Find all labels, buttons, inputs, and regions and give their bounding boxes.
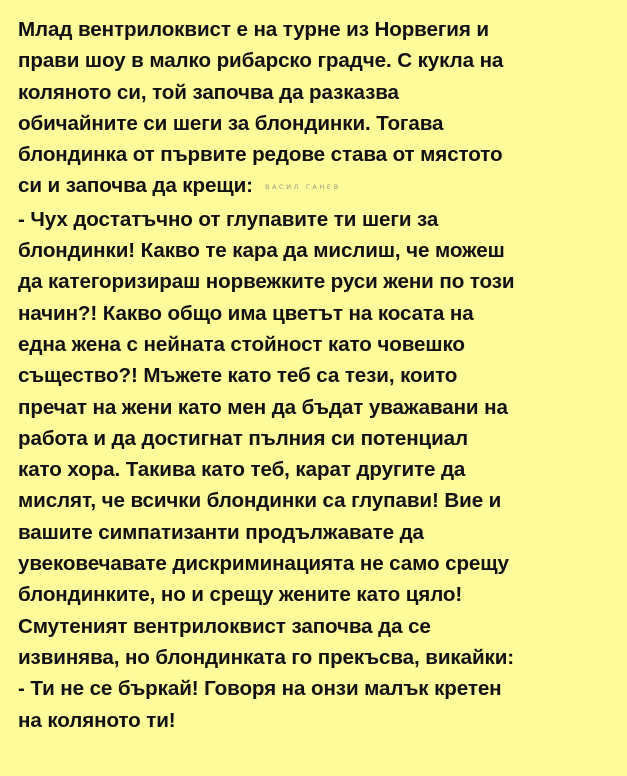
text-line: Млад вентрилоквист е на турне из Норвегия и bbox=[18, 18, 489, 41]
author-watermark: ВАСИЛ ГАНЕВ bbox=[264, 183, 341, 192]
text-line: пречат на жени като мен да бъдат уважавани на bbox=[18, 395, 508, 419]
text-line: коляното си, той започва да разказва bbox=[18, 80, 399, 104]
text-line: увековечавате дискриминацията не само срещу bbox=[18, 552, 509, 576]
text-line: блондинките, но и срещу жените като цяло! bbox=[18, 583, 463, 607]
text-line: извинява, но блондинката го прекъсва, викайки: bbox=[18, 645, 515, 669]
text-line: вашите симпатизанти продължавате да bbox=[18, 520, 424, 544]
text-line: Смутеният вентрилоквист започва да се bbox=[18, 614, 431, 638]
text-line: - Чух достатъчно от глупавите ти шеги за bbox=[18, 207, 439, 231]
text-line: работа и да достигнат пълния си потенциал bbox=[18, 426, 469, 450]
text-line: блондинка от първите редове става от мястото bbox=[18, 143, 503, 167]
text-line: прави шоу в малко рибарско градче. С кукла на bbox=[18, 49, 504, 73]
text-line: обичайните си шеги за блондинки. Тогава bbox=[18, 111, 444, 135]
text-line: мислят, че всички блондинки са глупави! Вие и bbox=[18, 489, 502, 513]
text-line-with-watermark bbox=[18, 170, 618, 203]
text-line: начин?! Какво общо има цветът на косата на bbox=[18, 301, 474, 325]
text-line: - Ти не се бъркай! Говоря на онзи малък кретен bbox=[18, 677, 502, 701]
text-line: една жена с нейната стойност като човешко bbox=[18, 332, 465, 356]
text-line: като хора. Такива като теб, карат другите да bbox=[18, 458, 466, 482]
text-line: блондинки! Какво те кара да мислиш, че можеш bbox=[18, 239, 505, 263]
joke-text bbox=[18, 14, 618, 736]
text-line: да категоризираш норвежките руси жени по този bbox=[18, 270, 515, 294]
text-line: същество?! Мъжете като теб са тези, които bbox=[18, 364, 458, 388]
text-line: си и започва да крещи: bbox=[18, 174, 253, 198]
text-line: на коляното ти! bbox=[18, 708, 176, 732]
